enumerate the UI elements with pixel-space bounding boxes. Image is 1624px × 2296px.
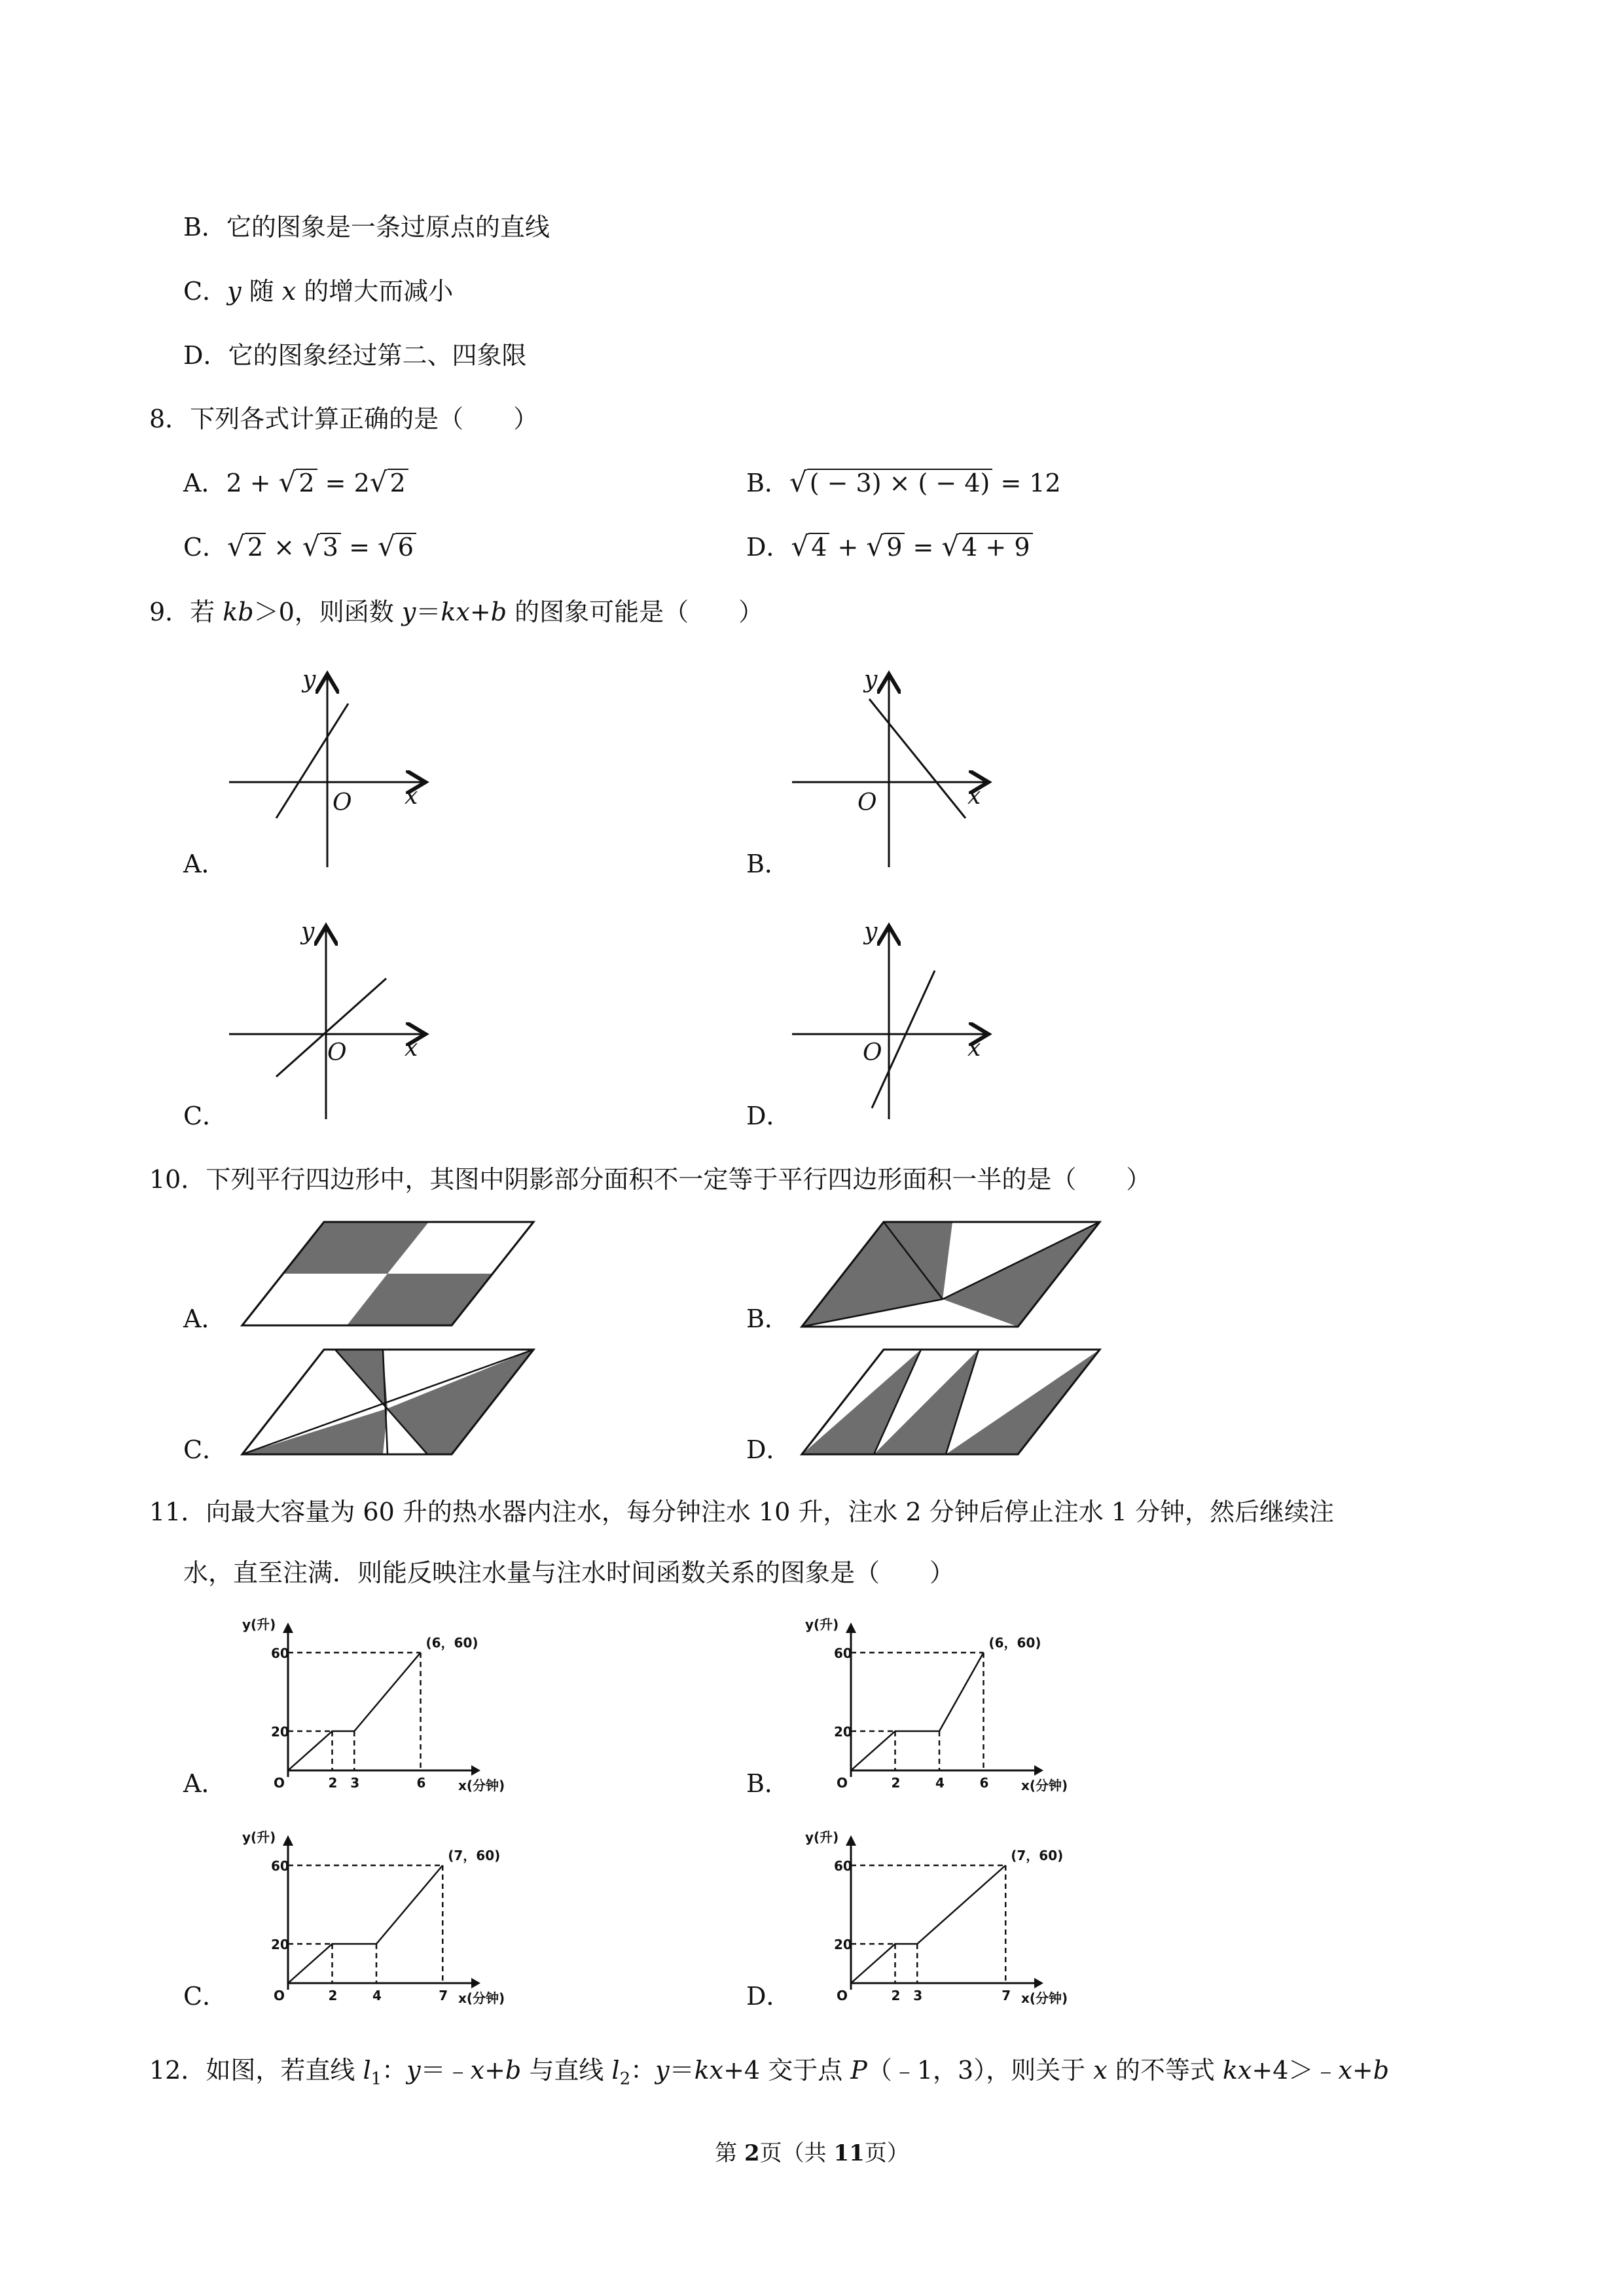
var-y: y: [227, 277, 242, 306]
subscript: 2: [619, 2069, 631, 2089]
q10-label-b: B．: [746, 1304, 789, 1333]
origin-label: O: [327, 1039, 347, 1066]
y-tick-label: 20: [834, 1724, 852, 1740]
var-kb: kb: [223, 598, 254, 626]
origin-label: O: [857, 789, 877, 816]
var-l: l: [611, 2056, 620, 2085]
x-axis-label: x(分钟): [458, 1990, 505, 2006]
q7-option-c: [183, 275, 453, 308]
x-tick-label: 2: [328, 1775, 338, 1791]
math: 2 +: [226, 469, 279, 497]
q8-option-b: [746, 466, 1061, 499]
radical-sign: √: [227, 530, 245, 562]
text: 的增大而减小: [296, 277, 454, 306]
math: =: [905, 533, 942, 562]
y-tick-label: 60: [834, 1645, 852, 1661]
q11-graph-c: [229, 1829, 505, 2016]
y-tick-label: 20: [271, 1724, 289, 1740]
q10-figure-c: [242, 1348, 537, 1460]
q11-label-c: C．: [183, 1982, 228, 2011]
y-tick-label: 20: [271, 1937, 289, 1952]
q9-label-b: B．: [746, 850, 789, 878]
text: 的不等式: [1107, 2056, 1223, 2085]
text: ＝: [669, 2056, 695, 2085]
x-axis-label: x(分钟): [1021, 1778, 1068, 1793]
x-tick-label: 2: [891, 1988, 901, 2003]
text: +4 交于点: [723, 2056, 851, 2085]
y-axis-label: y(升): [805, 1829, 839, 1845]
option-label: C．: [183, 533, 228, 562]
text: 页）: [864, 2140, 909, 2166]
math: =: [340, 533, 378, 562]
radicand: 2: [245, 533, 266, 560]
x-tick-label: 3: [913, 1988, 923, 2003]
y-axis-arrow: [846, 1623, 856, 1633]
x-tick-label: 2: [891, 1775, 901, 1791]
y-axis-label: y(升): [805, 1617, 839, 1632]
q9-graph-d: [792, 913, 1001, 1129]
q9-label-a: A．: [183, 850, 226, 878]
end-point-label: (7，60): [1011, 1848, 1064, 1863]
q12-stem: [149, 2054, 1389, 2096]
radical-sign: √: [377, 530, 395, 562]
x-label: x: [405, 1035, 418, 1062]
q10-label-c: C．: [183, 1435, 228, 1464]
x-axis-arrow: [1034, 1978, 1043, 1988]
var-kx: kx: [1222, 2056, 1252, 2085]
radicand: 4: [808, 533, 829, 560]
q8-option-c: [183, 530, 416, 564]
function-graph: [288, 1865, 442, 1983]
q10-label-a: A．: [183, 1304, 226, 1333]
q10-stem: 10．下列平行四边形中，其图中阴影部分面积不一定等于平行四边形面积一半的是（ ）: [149, 1165, 1151, 1194]
math: = 2: [317, 469, 370, 497]
q11-stem-line1: 11．向最大容量为 60 升的热水器内注水，每分钟注水 10 升，注水 2 分钟后停止注水 1 分钟，然后继续注: [149, 1498, 1335, 1526]
radicand: 3: [320, 533, 341, 560]
origin-label: O: [274, 1775, 285, 1791]
y-label: y: [301, 918, 315, 945]
radical-sign: √: [369, 466, 388, 498]
option-label: A．: [183, 469, 226, 497]
q7-option-b: B．它的图象是一条过原点的直线: [183, 213, 550, 242]
radical-sign: √: [866, 530, 884, 562]
origin-label: O: [837, 1775, 848, 1791]
radical-sign: √: [302, 530, 320, 562]
radical-sign: √: [789, 466, 807, 498]
radicand: 9: [884, 533, 905, 560]
text: 9．若: [149, 598, 223, 626]
radicand: 2: [388, 469, 408, 496]
var-y: y: [401, 598, 416, 626]
q11-label-b: B．: [746, 1769, 789, 1798]
q7-option-c-label: C．: [183, 277, 228, 306]
var-b: b: [490, 598, 507, 626]
text: ＞0，则函数: [253, 598, 402, 626]
text: 与直线: [521, 2056, 612, 2085]
math: = 12: [992, 469, 1061, 497]
q8-stem: 8．下列各式计算正确的是（ ）: [149, 404, 539, 433]
q7-option-d: D．它的图象经过第二、四象限: [183, 341, 527, 370]
q9-graph-a: [229, 661, 439, 877]
x-tick-label: 7: [1001, 1988, 1011, 2003]
x-tick-label: 6: [416, 1775, 426, 1791]
end-point-label: (6，60): [425, 1635, 478, 1651]
q11-graph-d: [792, 1829, 1068, 2016]
var-l: l: [363, 2056, 371, 2085]
text: （﹣1，3），则关于: [867, 2056, 1094, 2085]
text: 的图象可能是（ ）: [507, 598, 764, 626]
var-x: x: [1093, 2056, 1108, 2085]
var-kx: kx: [694, 2056, 724, 2085]
x-label: x: [405, 783, 418, 810]
page-footer: [0, 2135, 1624, 2167]
q10-figure-b: [802, 1221, 1103, 1335]
y-tick-label: 60: [271, 1858, 289, 1874]
text: +: [1352, 2056, 1373, 2085]
y-axis-label: y(升): [242, 1829, 276, 1845]
text: ＝﹣: [420, 2056, 471, 2085]
text: +: [469, 598, 491, 626]
option-label: D．: [746, 533, 791, 562]
text: ：: [382, 2056, 407, 2085]
x-tick-label: 2: [328, 1988, 338, 2003]
radicand: 6: [395, 533, 416, 560]
var-y: y: [406, 2056, 421, 2085]
q8-option-d: [746, 530, 1033, 564]
var-p: P: [850, 2056, 867, 2085]
origin-label: O: [863, 1039, 882, 1066]
q11-label-a: A．: [183, 1769, 226, 1798]
var-y: y: [655, 2056, 670, 2085]
var-kx: kx: [441, 598, 470, 626]
y-axis-arrow: [846, 1835, 856, 1846]
text: +4＞﹣: [1252, 2056, 1339, 2085]
origin-label: O: [837, 1988, 848, 2003]
text: ：: [630, 2056, 656, 2085]
origin-label: O: [274, 1988, 285, 2003]
subscript: 1: [370, 2069, 382, 2089]
x-axis-arrow: [471, 1765, 480, 1776]
math: +: [829, 533, 867, 562]
graph-line: [869, 699, 965, 818]
text: 页（共: [759, 2140, 834, 2166]
radical-sign: √: [278, 466, 297, 498]
q8-option-a: [183, 466, 408, 499]
var-x: x: [1338, 2056, 1352, 2085]
x-axis-arrow: [1034, 1765, 1043, 1776]
text: 第: [715, 2140, 744, 2166]
option-label: B．: [746, 469, 789, 497]
x-axis-label: x(分钟): [458, 1778, 505, 1793]
text: 随: [241, 277, 282, 306]
y-label: y: [864, 666, 878, 693]
radicand: 4 + 9: [959, 533, 1032, 560]
y-label: y: [302, 666, 316, 693]
q11-graph-b: [792, 1617, 1068, 1803]
page-number: 2: [744, 2140, 760, 2166]
x-axis-arrow: [471, 1978, 480, 1988]
radicand: ( − 3) × ( − 4): [807, 469, 993, 496]
q10-label-d: D．: [746, 1435, 791, 1464]
q11-stem-line2: 水，直至注满．则能反映注水量与注水时间函数关系的图象是（ ）: [183, 1558, 955, 1587]
text: 12．如图，若直线: [149, 2056, 363, 2085]
x-tick-label: 6: [979, 1775, 989, 1791]
q9-label-c: C．: [183, 1102, 228, 1130]
q11-graph-a: [229, 1617, 505, 1803]
math: ×: [266, 533, 303, 562]
var-b: b: [1373, 2056, 1390, 2085]
origin-label: O: [333, 789, 352, 816]
end-point-label: (7，60): [448, 1848, 501, 1863]
radicand: 2: [296, 469, 317, 496]
y-axis-arrow: [283, 1835, 293, 1846]
text: ＝: [416, 598, 441, 626]
total-pages: 11: [833, 2140, 865, 2166]
q10-figure-a: [242, 1221, 537, 1332]
y-label: y: [864, 918, 878, 945]
y-tick-label: 60: [271, 1645, 289, 1661]
text: +: [484, 2056, 505, 2085]
y-tick-label: 60: [834, 1858, 852, 1874]
x-axis-label: x(分钟): [1021, 1990, 1068, 2006]
radical-sign: √: [941, 530, 960, 562]
x-tick-label: 3: [350, 1775, 360, 1791]
y-axis-arrow: [283, 1623, 293, 1633]
q9-graph-b: [792, 661, 1001, 877]
radical-sign: √: [791, 530, 809, 562]
var-x: x: [281, 277, 297, 306]
x-tick-label: 7: [439, 1988, 448, 2003]
q9-graph-c: [229, 913, 439, 1129]
var-b: b: [505, 2056, 522, 2085]
x-label: x: [967, 783, 981, 810]
y-tick-label: 20: [834, 1937, 852, 1952]
q9-stem: [149, 596, 763, 628]
q11-label-d: D．: [746, 1982, 791, 2011]
q9-label-d: D．: [746, 1102, 791, 1130]
x-tick-label: 4: [372, 1988, 382, 2003]
x-label: x: [967, 1035, 981, 1062]
var-x: x: [470, 2056, 485, 2085]
q10-figure-d: [802, 1348, 1103, 1460]
x-tick-label: 4: [935, 1775, 945, 1791]
function-graph: [851, 1653, 984, 1770]
y-axis-label: y(升): [242, 1617, 276, 1632]
end-point-label: (6，60): [988, 1635, 1041, 1651]
function-graph: [851, 1865, 1005, 1983]
